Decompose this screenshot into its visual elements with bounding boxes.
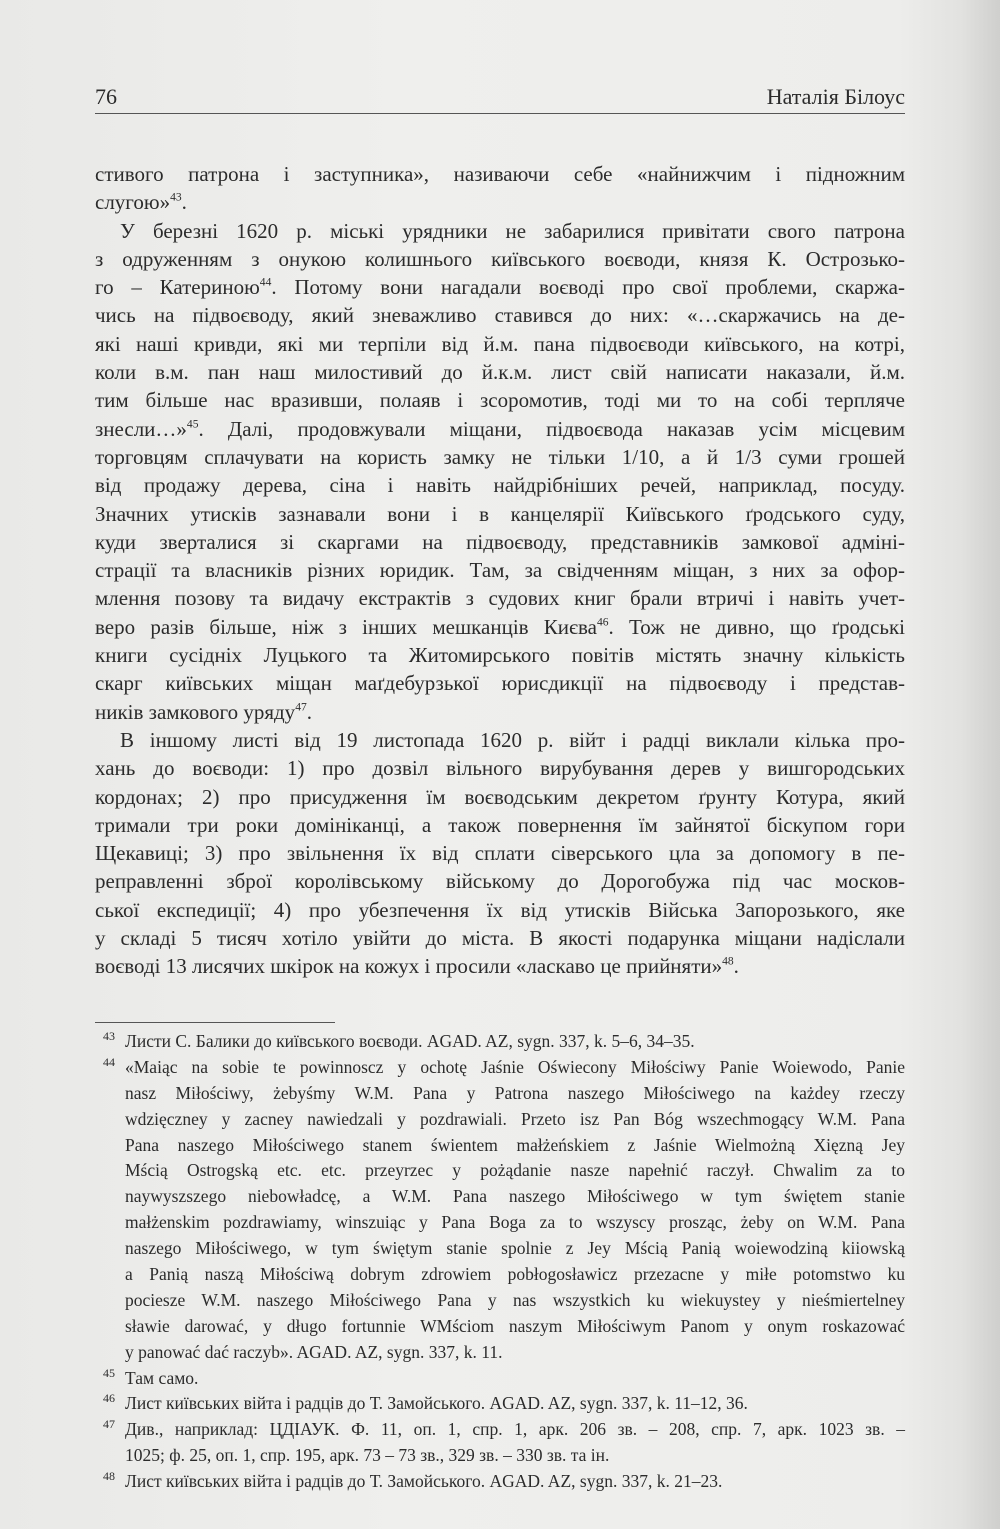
- footnote-line: [95, 1236, 905, 1262]
- running-head-author: Наталія Білоус: [766, 84, 905, 109]
- footnotes: [95, 1029, 905, 1495]
- text-run: у складі 5 тисяч хотіло увійти до міста. В якості подарунка міщани надіслали: [95, 926, 905, 951]
- body-text: [95, 160, 905, 981]
- text-run: торговцям сплачувати на користь замку не тільки 1/10, а й 1/3 суми грошей: [95, 444, 905, 469]
- text-run: страції та власників різних юридик. Там, за свідченням міщан, з них за офор-: [95, 558, 905, 583]
- footnote-line: [95, 1469, 905, 1495]
- text-run: .: [306, 699, 312, 724]
- footnote-line: [95, 1391, 905, 1417]
- footnote-line: [95, 1133, 905, 1159]
- footnote-text: wdzięczney y zacney nawiedzali y pozdrawiali. Przeto isz Pan Bóg wszechmogący W.M. Pana: [125, 1108, 905, 1129]
- footnote-line: [95, 1158, 905, 1184]
- text-run: ської експедиції; 4) про убезпечення їх від утисків Війська Запорозького, яке: [95, 897, 905, 922]
- body-line: [95, 924, 905, 952]
- text-run: тримали три роки домініканці, а також повернення їм зайнятої біскупом гори: [95, 812, 905, 837]
- body-line: [95, 471, 905, 499]
- text-run: Значних утисків зазнавали вони і в канцелярії Київського ґродського суду,: [95, 501, 905, 526]
- body-line: [95, 669, 905, 697]
- footnote-text: Pana naszego Miłościwego stanem świentem małżeńskiem z Jaśnie Wielmożną Xięzną Jey: [125, 1134, 905, 1155]
- body-line: [95, 415, 905, 443]
- text-run: книги сусідніх Луцького та Житомирського повітів містять значну кількість: [95, 643, 905, 668]
- footnote-text: 1025; ф. 25, оп. 1, спр. 195, арк. 73 – 73 зв., 329 зв. – 330 зв. та ін.: [125, 1445, 610, 1466]
- text-run: .: [733, 954, 739, 979]
- body-line: [95, 500, 905, 528]
- text-run: . Далі, продовжували міщани, підвоєвода наказав усім місцевим: [198, 416, 905, 441]
- footnote-line: [95, 1055, 905, 1081]
- body-line: [95, 811, 905, 839]
- body-line: [95, 188, 905, 216]
- text-run: чись на підвоєводу, який зневажливо ставився до них: «…скаржачись на де-: [95, 303, 905, 328]
- footnote-reference: 48: [722, 955, 734, 968]
- footnote-line: [95, 1340, 905, 1366]
- text-run: які наші кривди, які ми терпіли від й.м. пана підвоєводи київського, на котрі,: [95, 331, 905, 356]
- footnote-line: [95, 1314, 905, 1340]
- footnote-line: [95, 1081, 905, 1107]
- footnote-reference: 46: [597, 616, 609, 629]
- footnote-text: naywyszszego niebowładcę, a W.M. Pana naszego Miłościwego w tym świętem stanie: [125, 1186, 905, 1207]
- footnote-number: 45: [103, 1365, 115, 1380]
- footnote-text: Див., наприклад: ЦДІАУК. Ф. 11, оп. 1, спр. 1, арк. 206 зв. – 208, спр. 7, арк. 1023 зв. –: [125, 1419, 905, 1440]
- footnote-line: [95, 1417, 905, 1443]
- text-run: знесли…»: [95, 416, 187, 441]
- footnote-line: [95, 1029, 905, 1055]
- body-line: [95, 698, 905, 726]
- text-run: го – Катериною: [95, 275, 260, 300]
- footnote-reference: 43: [170, 191, 182, 204]
- body-line: [95, 217, 905, 245]
- body-line: [95, 952, 905, 980]
- footnote-text: Лист київських війта і радців до Т. Замойського. AGAD. AZ, sygn. 337, k. 11–12, 36.: [125, 1393, 748, 1414]
- footnote-reference: 44: [259, 276, 272, 289]
- body-line: [95, 330, 905, 358]
- text-run: реправленні зброї королівському війському до Дорогобужа під час москов-: [95, 869, 905, 894]
- text-run: коли в.м. пан наш милостивий до й.к.м. лист свій написати наказали, й.м.: [95, 360, 905, 385]
- footnote-text: naszego Miłościwego, w tym świętym stanie spolnie z Jey Mścią Panią woiewodziną kiiowską: [125, 1238, 905, 1259]
- body-line: [95, 726, 905, 754]
- text-run: .: [181, 190, 187, 215]
- footnote-text: Лист київських війта і радців до Т. Замойського. AGAD. AZ, sygn. 337, k. 21–23.: [125, 1471, 723, 1492]
- footnote-number: 46: [103, 1391, 115, 1406]
- text-run: . Тож не дивно, що ґродські: [608, 614, 905, 639]
- body-line: [95, 584, 905, 612]
- body-line: [95, 839, 905, 867]
- header-rule: [95, 113, 905, 114]
- footnote-text: y panować dać raczyb». AGAD. AZ, sygn. 337, k. 11.: [125, 1341, 503, 1362]
- text-run: Щекавиці; 3) про звільнення їх від сплати сіверського цла за допомогу в пе-: [95, 841, 905, 866]
- footnote-text: Там само.: [125, 1367, 199, 1388]
- text-run: куди зверталися зі скаргами на підвоєводу, представників замкової адміні-: [95, 529, 905, 554]
- footnote-line: [95, 1443, 905, 1469]
- text-run: стивого патрона і заступника», називаючи себе «найнижчим і підножним: [95, 162, 905, 186]
- body-line: [95, 867, 905, 895]
- text-run: воєводі 13 лисячих шкірок на кожух і просили «ласкаво це прийняти»: [95, 954, 723, 979]
- text-run: кордонах; 2) про присудження їм воєводським декретом ґрунту Котура, який: [95, 784, 905, 809]
- body-line: [95, 783, 905, 811]
- footnote-number: 48: [103, 1469, 115, 1484]
- footnote-divider: [95, 1022, 335, 1023]
- footnote-reference: 45: [186, 418, 199, 431]
- text-run: від продажу дерева, сіна і навіть найдрібніших речей, наприклад, посуду.: [95, 473, 905, 498]
- footnote-text: nasz Miłościwy, żebyśmy W.M. Pana y Patrona naszego Miłościwego na każdey rzeczy: [125, 1082, 905, 1103]
- footnote-line: [95, 1184, 905, 1210]
- body-line: [95, 273, 905, 301]
- body-line: [95, 443, 905, 471]
- footnote-number: 43: [103, 1029, 115, 1043]
- page-number: 76: [95, 84, 117, 109]
- footnote-text: Mścią Ostrogską etc. etc. przeyrzec y pożądanie nasze napełnić raczył. Chwalim za to: [125, 1160, 905, 1181]
- text-run: У березні 1620 р. міські урядники не забарилися привітати свого патрона: [120, 218, 905, 243]
- text-run: . Потому вони нагадали воєводі про свої проблеми, скаржа-: [271, 275, 905, 300]
- body-line: [95, 754, 905, 782]
- body-line: [95, 245, 905, 273]
- footnote-line: [95, 1107, 905, 1133]
- footnote-line: [95, 1366, 905, 1392]
- body-line: [95, 556, 905, 584]
- running-header: [95, 84, 905, 114]
- body-line: [95, 641, 905, 669]
- body-line: [95, 386, 905, 414]
- footnote-text: «Maiąc na sobie te powinnoscz y ochotę Jaśnie Oświecony Miłościwy Panie Woiewodo, Panie: [125, 1056, 905, 1077]
- text-run: веро разів більше, ніж з інших мешканців Києва: [95, 614, 597, 639]
- footnote-line: [95, 1210, 905, 1236]
- footnote-text: pociesze W.M. naszego Miłościwego Pana y nas wszystkich ku wiekuystey y nieśmiertelney: [125, 1289, 905, 1310]
- text-run: тим більше нас вразивши, полаяв і зсоромотив, тоді ми то на собі терпляче: [95, 388, 905, 413]
- body-line: [95, 358, 905, 386]
- footnote-reference: 47: [295, 700, 307, 713]
- text-run: слугою»: [95, 190, 171, 215]
- body-line: [95, 613, 905, 641]
- footnote-number: 47: [103, 1417, 115, 1432]
- text-run: скарг київських міщан маґдебурзької юрисдикції на підвоєводу і представ-: [95, 671, 905, 696]
- footnote-text: a Panią naszą Miłościwą dobrym zdrowiem pobłogosławicz przezacne y miłe potomstwo ku: [125, 1264, 905, 1285]
- text-run: з одруженням з онукою колишнього київського воєводи, князя К. Острозько-: [95, 246, 905, 271]
- footnote-text: sławie darować, y długo fortunnie WMściom naszym Miłościwym Panom y onym roskazować: [125, 1315, 905, 1336]
- footnote-line: [95, 1288, 905, 1314]
- body-line: [95, 896, 905, 924]
- footnote-line: [95, 1262, 905, 1288]
- text-run: ників замкового уряду: [95, 699, 296, 724]
- footnote-number: 44: [103, 1054, 115, 1069]
- text-run: млення позову та видачу екстрактів з судових книг брали втричі і навіть учет-: [95, 586, 905, 611]
- footnote-text: małżenskim pozdrawiamy, winszuiąc y Pana Boga za to wszyscy prosząc, żeby on W.M. Pana: [125, 1212, 905, 1233]
- text-run: В іншому листі від 19 листопада 1620 р. війт і радці виклали кілька про-: [120, 727, 905, 752]
- body-line: [95, 528, 905, 556]
- body-line: [95, 160, 905, 188]
- footnote-text: Листи С. Балики до київського воєводи. AGAD. AZ, sygn. 337, k. 5–6, 34–35.: [125, 1031, 695, 1051]
- text-run: хань до воєводи: 1) про дозвіл вільного вирубування дерев у вишгородських: [95, 756, 905, 781]
- body-line: [95, 301, 905, 329]
